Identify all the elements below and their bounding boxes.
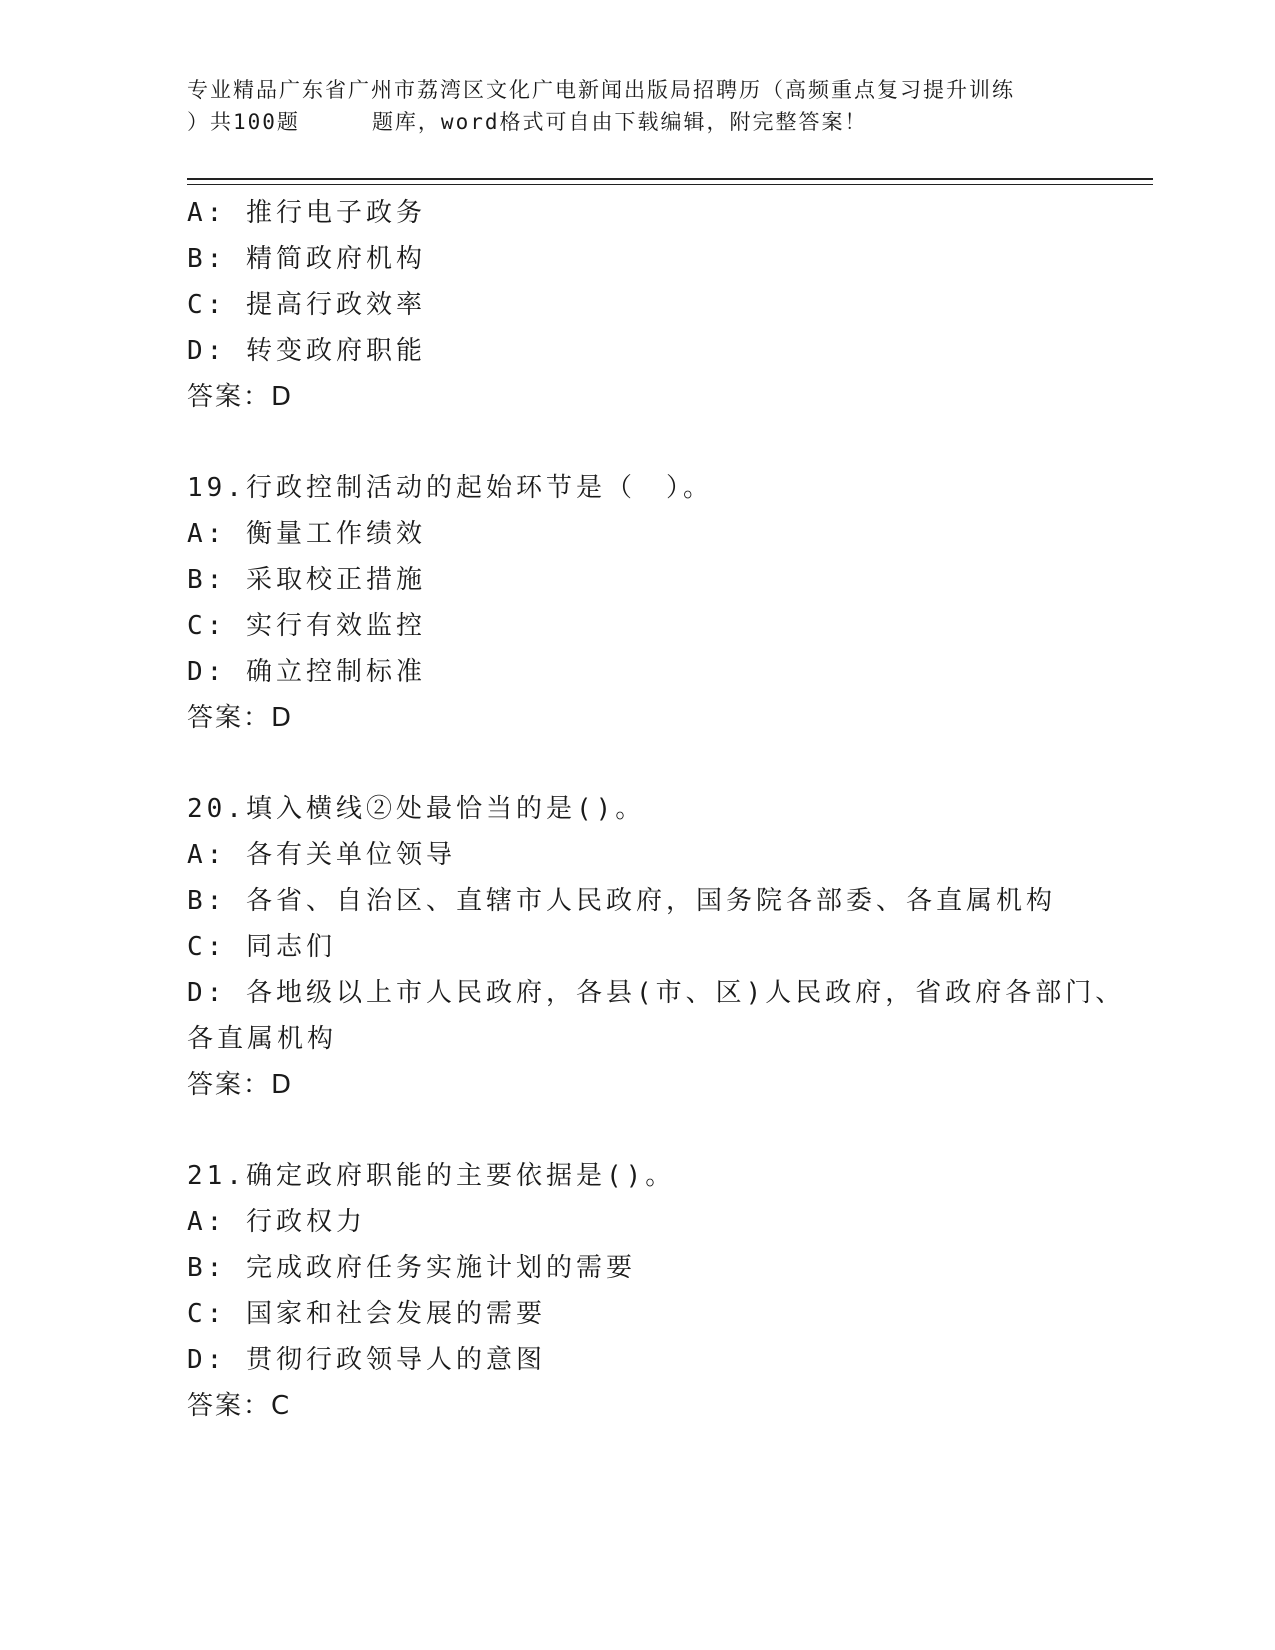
option-b: B: 精简政府机构 (187, 244, 426, 274)
option-b: B: 各省、自治区、直辖市人民政府，国务院各部委、各直属机构 (187, 886, 1056, 916)
question-block-19 (187, 465, 1087, 741)
answer-text: 答案：D (187, 1070, 294, 1100)
option-d: D: 贯彻行政领导人的意图 (187, 1345, 546, 1375)
answer-text: 答案：C (187, 1391, 292, 1421)
question-text: 21.确定政府职能的主要依据是()。 (187, 1161, 676, 1191)
option-a: A: 各有关单位领导 (187, 840, 456, 870)
option-d: D: 确立控制标准 (187, 657, 426, 687)
option-d: D: 各地级以上市人民政府，各县(市、区)人民政府，省政府各部门、 (187, 978, 1126, 1008)
option-d: D: 转变政府职能 (187, 336, 426, 366)
option-c: C: 提高行政效率 (187, 290, 426, 320)
header-line-2 (187, 106, 1087, 138)
option-c: C: 实行有效监控 (187, 611, 426, 641)
option-b: B: 完成政府任务实施计划的需要 (187, 1253, 636, 1283)
question-block-18 (187, 190, 1087, 420)
question-block-20 (187, 786, 1126, 1108)
option-a: A: 行政权力 (187, 1207, 366, 1237)
answer-text: 答案：D (187, 703, 294, 733)
answer-text: 答案：D (187, 382, 294, 412)
header-divider-thin (187, 184, 1153, 185)
header-line-1: 专业精品广东省广州市荔湾区文化广电新闻出版局招聘历（高频重点复习提升训练 (187, 78, 1015, 102)
option-a: A: 推行电子政务 (187, 198, 426, 228)
header-line-2-part-1: ）共100题 (187, 110, 300, 134)
question-text: 19.行政控制活动的起始环节是（ ）。 (187, 473, 713, 503)
option-c: C: 同志们 (187, 932, 336, 962)
question-list (187, 190, 1126, 1429)
header-line-2-part-2: 题库，word格式可自由下载编辑，附完整答案！ (371, 110, 868, 134)
document-header (187, 74, 1087, 138)
header-divider-thick (187, 178, 1153, 180)
option-d-continued: 各直属机构 (187, 1024, 338, 1054)
question-block-21 (187, 1153, 1087, 1429)
option-b: B: 采取校正措施 (187, 565, 426, 595)
option-a: A: 衡量工作绩效 (187, 519, 426, 549)
option-c: C: 国家和社会发展的需要 (187, 1299, 546, 1329)
question-text: 20.填入横线②处最恰当的是()。 (187, 794, 646, 824)
